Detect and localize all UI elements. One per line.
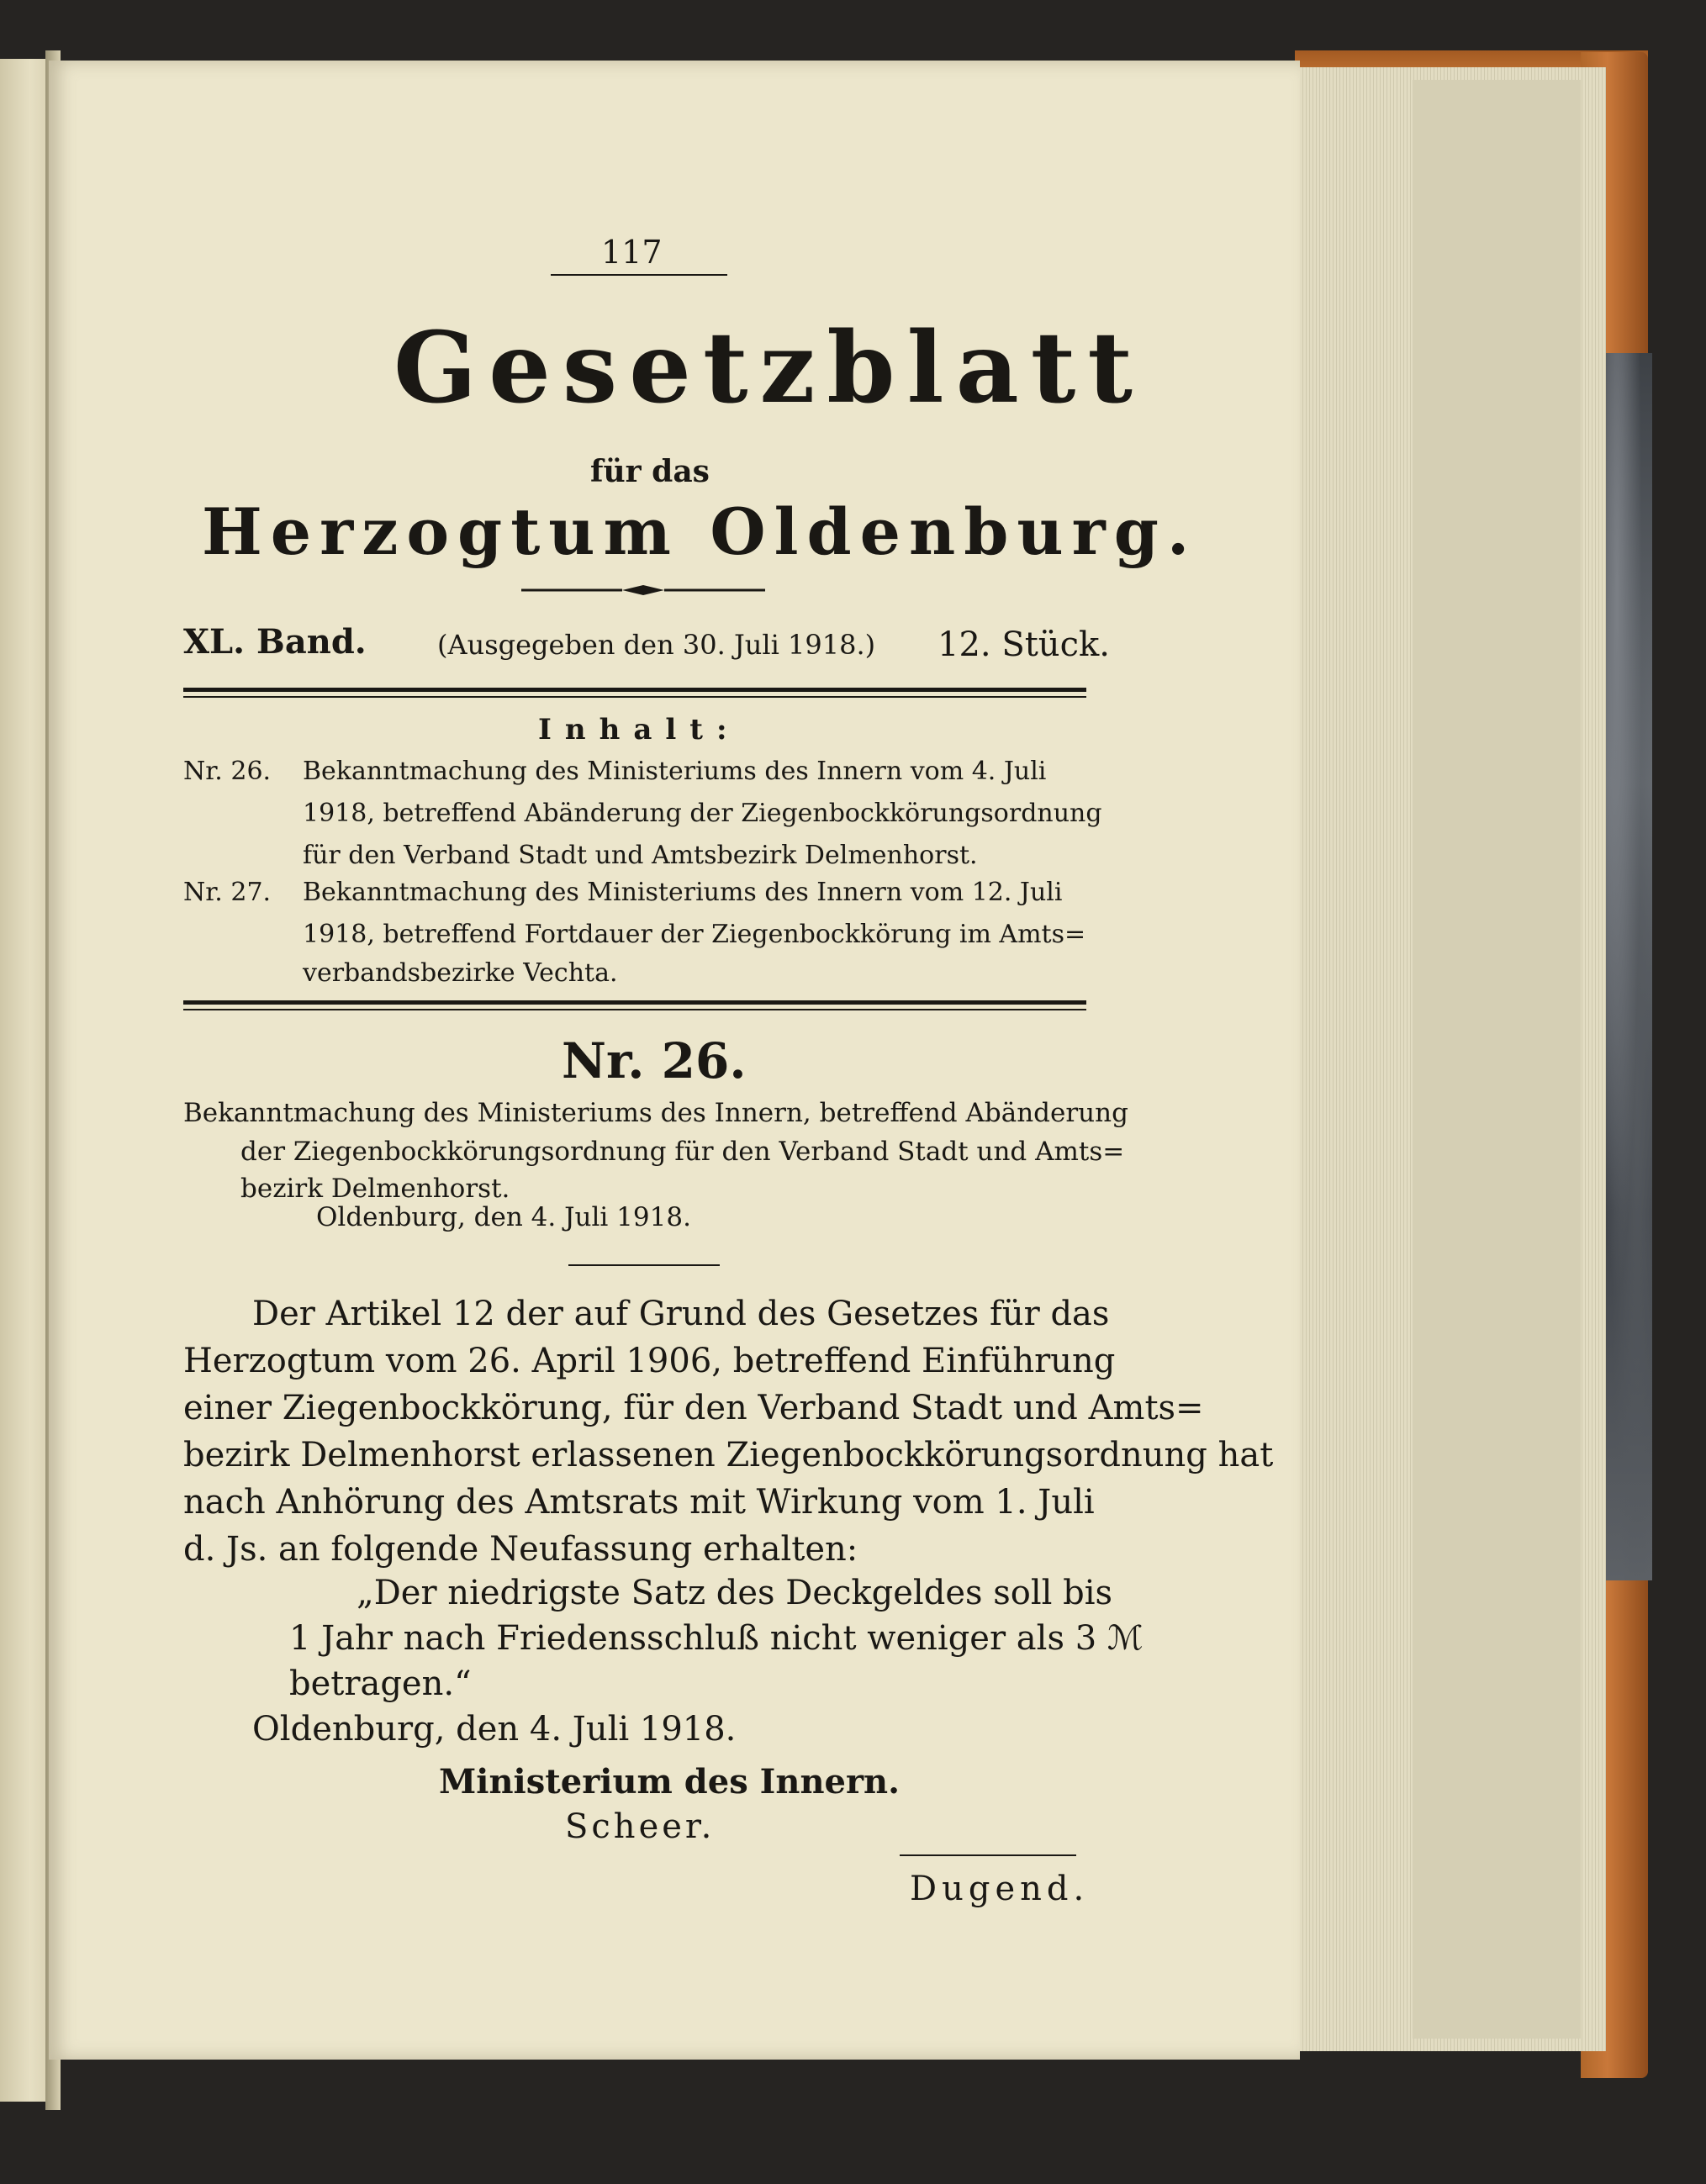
issue-date: (Ausgegeben den 30. Juli 1918.) xyxy=(437,629,876,661)
header-double-rule xyxy=(183,688,1086,698)
page-stack-shade xyxy=(1413,80,1581,2039)
quote-line: betragen.“ xyxy=(289,1664,472,1703)
title-connector: für das xyxy=(590,454,710,489)
gazette-title: Gesetzblatt xyxy=(393,311,1144,425)
closing-place-date: Oldenburg, den 4. Juli 1918. xyxy=(252,1710,737,1749)
ministry-signature: Ministerium des Innern. xyxy=(439,1762,901,1802)
announcement-line: Bekanntmachung des Ministeriums des Innern, betreffend Abänderung xyxy=(183,1098,1128,1128)
section-heading: Nr. 26. xyxy=(562,1032,747,1089)
body-line: d. Js. an folgende Neufassung erhalten: xyxy=(183,1530,858,1569)
body-line: bezirk Delmenhorst erlassenen Ziegenbockkörungsordnung hat xyxy=(183,1436,1274,1474)
toc-entry-line: 1918, betreffend Fortdauer der Ziegenbockkörung im Amts= xyxy=(303,920,1086,949)
body-line: Der Artikel 12 der auf Grund des Gesetzes für das xyxy=(252,1295,1110,1333)
left-page-edge xyxy=(0,59,52,2102)
announcement-place-date: Oldenburg, den 4. Juli 1918. xyxy=(316,1202,691,1232)
body-line: Herzogtum vom 26. April 1906, betreffend Einführung xyxy=(183,1342,1116,1380)
body-line: einer Ziegenbockkörung, für den Verband Stadt und Amts= xyxy=(183,1389,1204,1427)
toc-entry-line: Bekanntmachung des Ministeriums des Innern vom 4. Juli xyxy=(303,757,1047,786)
announcement-line: der Ziegenbockkörungsordnung für den Verband Stadt und Amts= xyxy=(240,1137,1125,1167)
cosigner-rule xyxy=(900,1854,1076,1856)
gazette-subtitle: Herzogtum Oldenburg. xyxy=(202,494,1198,569)
page-number-rule xyxy=(551,274,727,276)
contents-double-rule xyxy=(183,1000,1086,1010)
toc-entry-number: Nr. 26. xyxy=(183,757,272,786)
toc-entry-number: Nr. 27. xyxy=(183,878,272,907)
toc-entry-line: 1918, betreffend Abänderung der Ziegenbockkörungsordnung xyxy=(303,799,1102,828)
page-number: 117 xyxy=(601,234,663,271)
quote-line: 1 Jahr nach Friedensschluß nicht weniger als 3 ℳ xyxy=(289,1619,1143,1658)
toc-entry-line: Bekanntmachung des Ministeriums des Innern vom 12. Juli xyxy=(303,878,1063,907)
section-rule xyxy=(568,1264,720,1266)
contents-heading: Inhalt: xyxy=(538,713,741,746)
quote-line: „Der niedrigste Satz des Deckgeldes soll bis xyxy=(357,1574,1113,1612)
toc-entry-line: für den Verband Stadt und Amtsbezirk Delmenhorst. xyxy=(303,841,978,870)
marbled-cover-edge xyxy=(1602,353,1652,1580)
toc-entry-line: verbandsbezirke Vechta. xyxy=(303,958,618,988)
volume-label: XL. Band. xyxy=(183,622,367,662)
ornament-rule xyxy=(521,583,765,597)
signer-name: Scheer. xyxy=(565,1807,716,1846)
announcement-line: bezirk Delmenhorst. xyxy=(240,1174,510,1204)
issue-part: 12. Stück. xyxy=(938,625,1110,664)
body-line: nach Anhörung des Amtsrats mit Wirkung vom 1. Juli xyxy=(183,1483,1095,1522)
cosigner-name: Dugend. xyxy=(910,1870,1090,1908)
